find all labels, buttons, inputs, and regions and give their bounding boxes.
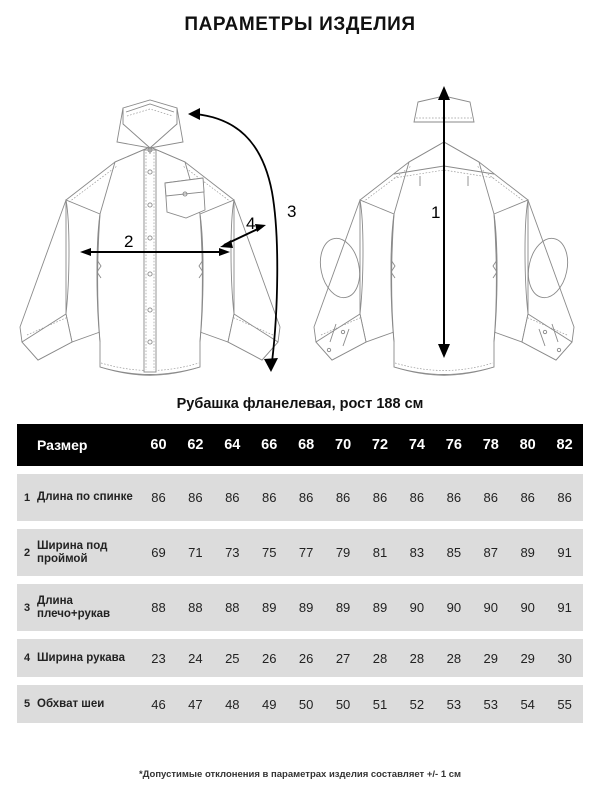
row-param-name: Ширина под проймой — [37, 539, 108, 565]
header-size-cell: 76 — [445, 437, 462, 453]
footnote: *Допустимые отклонения в параметрах изделия составляет +/- 1 см — [138, 769, 462, 780]
row-param-name: Длина по спинке — [37, 491, 133, 503]
callout-label-3: 3 — [287, 202, 297, 221]
row-param-name: Ширина рукава — [37, 651, 125, 664]
row-value: 49 — [261, 696, 277, 712]
row-value: 86 — [446, 490, 462, 505]
row-value: 89 — [335, 600, 351, 615]
header-size-cell: 80 — [519, 437, 536, 453]
row-value: 89 — [520, 545, 535, 560]
table-subtitle: Рубашка фланелевая, рост 188 см — [176, 396, 424, 412]
size-table — [17, 424, 583, 723]
header-size-cell: 70 — [335, 437, 352, 453]
row-value: 55 — [557, 696, 572, 712]
callout-label-1: 1 — [431, 203, 441, 222]
row-value: 86 — [188, 490, 203, 505]
row-value: 73 — [225, 545, 240, 560]
row-value: 83 — [409, 545, 425, 560]
row-value: 86 — [372, 490, 388, 505]
row-index: 5 — [23, 698, 31, 710]
row-value: 25 — [225, 650, 240, 666]
row-value: 88 — [151, 600, 166, 615]
table-row — [17, 639, 583, 677]
row-value: 29 — [520, 650, 535, 666]
table-row — [17, 584, 583, 631]
row-value: 86 — [557, 490, 572, 505]
row-value: 81 — [372, 545, 388, 560]
row-value: 91 — [557, 600, 572, 615]
row-value: 69 — [151, 545, 166, 560]
row-value: 89 — [298, 600, 314, 615]
table-row — [17, 474, 583, 521]
row-value: 90 — [446, 600, 462, 615]
shirt-illustration — [0, 42, 600, 390]
row-value: 71 — [188, 545, 203, 560]
page-title: ПАРАМЕТРЫ ИЗДЕЛИЯ — [184, 14, 416, 35]
row-value: 47 — [188, 696, 203, 712]
row-value: 79 — [335, 545, 351, 560]
shirt-back-view — [314, 86, 574, 375]
row-value: 26 — [298, 650, 314, 666]
table-header-row — [17, 424, 583, 466]
callout-label-2: 2 — [124, 232, 134, 251]
row-value: 23 — [151, 650, 166, 666]
row-value: 50 — [298, 696, 314, 712]
row-value: 27 — [335, 650, 351, 666]
row-index: 3 — [23, 601, 31, 614]
row-value: 89 — [372, 600, 388, 615]
row-value: 30 — [557, 650, 572, 666]
row-value: 90 — [520, 600, 535, 615]
row-value: 29 — [483, 650, 498, 666]
row-value: 86 — [298, 490, 314, 505]
row-value: 50 — [335, 696, 351, 712]
header-size-cell: 78 — [482, 437, 499, 453]
row-value: 86 — [151, 490, 166, 505]
row-value: 86 — [225, 490, 240, 505]
row-value: 46 — [151, 696, 166, 712]
row-value: 85 — [446, 545, 462, 560]
row-value: 28 — [372, 650, 388, 666]
header-size-cell: 62 — [187, 437, 204, 453]
callout-label-4: 4 — [246, 214, 256, 233]
row-value: 51 — [372, 696, 388, 712]
row-value: 86 — [409, 490, 425, 505]
row-value: 48 — [225, 696, 240, 712]
row-index: 2 — [23, 546, 31, 559]
row-value: 75 — [261, 545, 277, 560]
row-value: 88 — [225, 600, 240, 615]
header-param-cell: Размер — [37, 436, 88, 453]
row-value: 90 — [409, 600, 425, 615]
row-value: 90 — [483, 600, 498, 615]
row-value: 86 — [261, 490, 277, 505]
table-row — [17, 529, 583, 576]
row-value: 89 — [261, 600, 277, 615]
header-size-cell: 66 — [261, 437, 278, 453]
row-value: 86 — [483, 490, 498, 505]
row-param-name: Обхват шеи — [37, 697, 105, 710]
header-size-cell: 64 — [224, 437, 241, 453]
header-size-cell: 74 — [408, 437, 425, 453]
row-value: 77 — [298, 545, 314, 560]
row-param-name: Длина плечо+рукав — [37, 594, 111, 620]
row-index: 1 — [23, 491, 31, 504]
shirt-front-view — [20, 100, 296, 375]
row-value: 88 — [188, 600, 203, 615]
row-value: 24 — [188, 650, 203, 666]
row-value: 54 — [520, 696, 535, 712]
row-value: 52 — [409, 696, 425, 712]
header-size-cell: 68 — [298, 437, 315, 453]
row-value: 91 — [557, 545, 572, 560]
row-value: 86 — [335, 490, 351, 505]
row-value: 53 — [446, 696, 462, 712]
row-value: 87 — [483, 545, 498, 560]
row-index: 4 — [23, 652, 31, 664]
header-size-cell: 60 — [150, 437, 167, 453]
row-value: 86 — [520, 490, 535, 505]
table-row — [17, 685, 583, 723]
row-value: 28 — [446, 650, 462, 666]
row-value: 28 — [409, 650, 425, 666]
row-value: 53 — [483, 696, 498, 712]
row-value: 26 — [261, 650, 277, 666]
header-size-cell: 72 — [371, 437, 389, 453]
header-size-cell: 82 — [556, 437, 573, 453]
